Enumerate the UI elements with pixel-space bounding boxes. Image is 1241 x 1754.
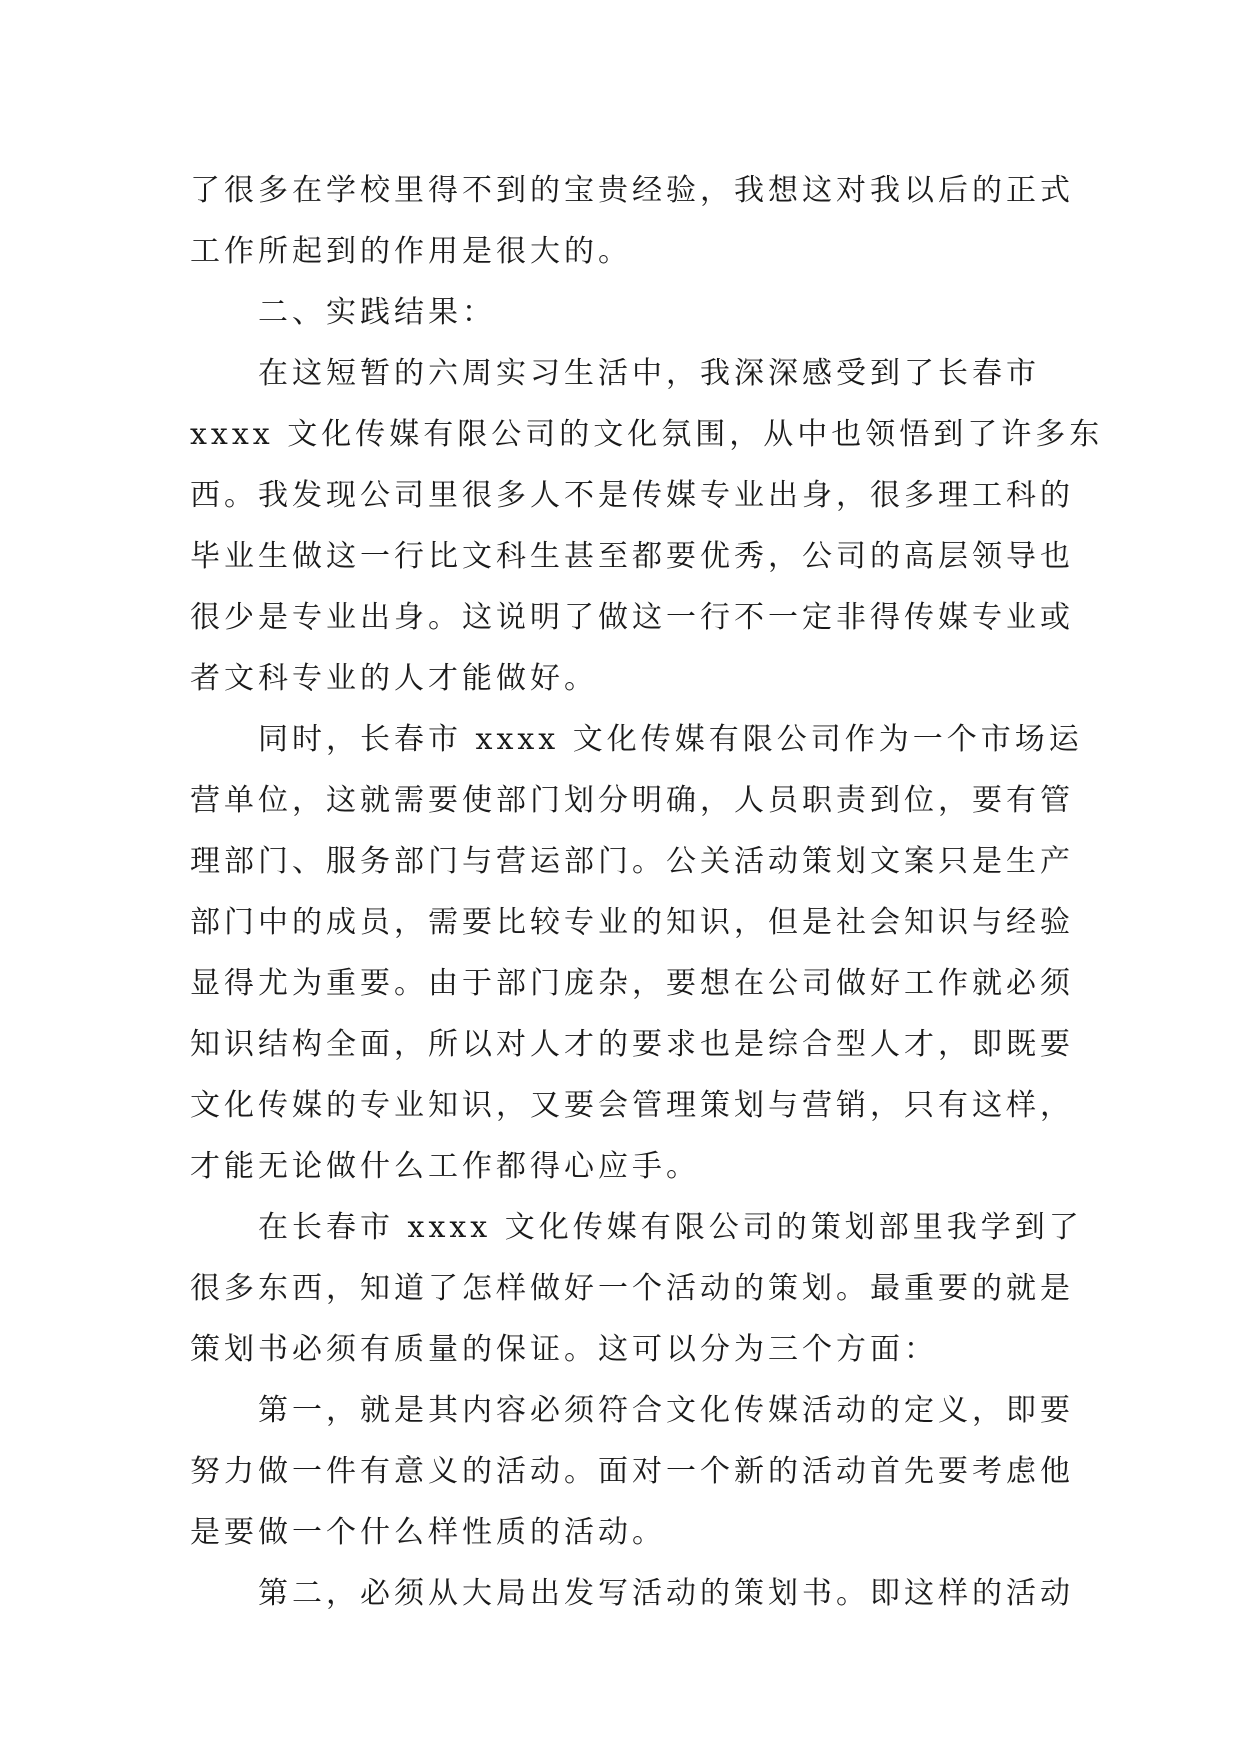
text-line: 营单位，这就需要使部门划分明确，人员职责到位，要有管 [190, 783, 1074, 818]
text-line: xxxx 文化传媒有限公司的文化氛围，从中也领悟到了许多东 [190, 417, 1104, 452]
text-line: 知识结构全面，所以对人才的要求也是综合型人才，即既要 [190, 1027, 1074, 1062]
text-line: 在这短暂的六周实习生活中，我深深感受到了长春市 [258, 356, 1040, 391]
document-body [190, 160, 1104, 1624]
text-line: 者文科专业的人才能做好。 [190, 661, 598, 696]
text-line: 努力做一件有意义的活动。面对一个新的活动首先要考虑他 [190, 1454, 1074, 1489]
text-line: 第二，必须从大局出发写活动的策划书。即这样的活动 [258, 1576, 1074, 1611]
text-line: 同时，长春市 xxxx 文化传媒有限公司作为一个市场运 [258, 722, 1083, 757]
text-line: 毕业生做这一行比文科生甚至都要优秀，公司的高层领导也 [190, 539, 1074, 574]
text-line: 工作所起到的作用是很大的。 [190, 234, 632, 269]
text-line: 了很多在学校里得不到的宝贵经验，我想这对我以后的正式 [190, 173, 1074, 208]
text-line: 显得尤为重要。由于部门庞杂，要想在公司做好工作就必须 [190, 966, 1074, 1001]
text-line: 部门中的成员，需要比较专业的知识，但是社会知识与经验 [190, 905, 1074, 940]
text-line: 理部门、服务部门与营运部门。公关活动策划文案只是生产 [190, 844, 1074, 879]
text-line: 很少是专业出身。这说明了做这一行不一定非得传媒专业或 [190, 600, 1074, 635]
text-line: 才能无论做什么工作都得心应手。 [190, 1149, 700, 1184]
text-line: 第一，就是其内容必须符合文化传媒活动的定义，即要 [258, 1393, 1074, 1428]
text-line: 文化传媒的专业知识，又要会管理策划与营销，只有这样， [190, 1088, 1074, 1123]
section-heading: 二、实践结果： [258, 295, 496, 330]
text-line: 是要做一个什么样性质的活动。 [190, 1515, 666, 1550]
text-line: 很多东西，知道了怎样做好一个活动的策划。最重要的就是 [190, 1271, 1074, 1306]
text-line: 西。我发现公司里很多人不是传媒专业出身，很多理工科的 [190, 478, 1074, 513]
text-line: 在长春市 xxxx 文化传媒有限公司的策划部里我学到了 [258, 1210, 1083, 1245]
text-line: 策划书必须有质量的保证。这可以分为三个方面： [190, 1332, 938, 1367]
